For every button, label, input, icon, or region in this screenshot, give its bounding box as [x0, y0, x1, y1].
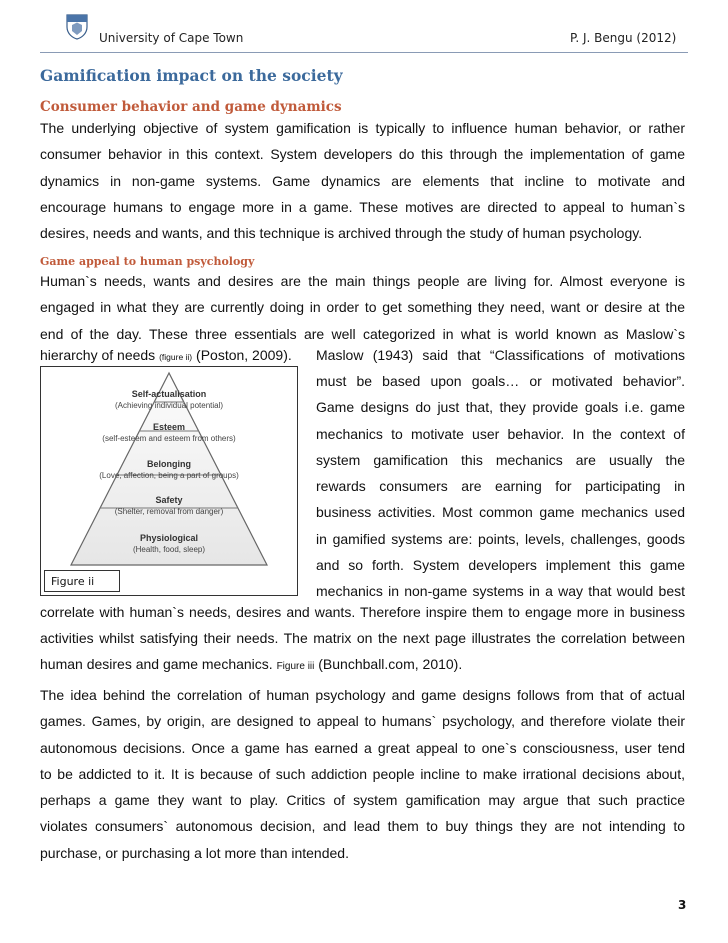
text-line: to be addicted to it. It is because of such addiction people incline to make irrational decisions about,: [40, 765, 685, 782]
figure-caption: Figure ii: [44, 570, 120, 592]
level-name: Belonging: [147, 459, 191, 469]
text-line: perhaps a game they want to play. Critics of system gamification may argue that such practice: [40, 792, 685, 809]
pyramid-diagram: [41, 367, 297, 595]
text-line: Game designs do just that, they provide goals i.e. game: [316, 399, 685, 416]
matrix-reference-line: [40, 656, 462, 672]
level-description: (self-esteem and esteem from others): [102, 434, 236, 443]
paragraph-correlation: [40, 599, 685, 652]
page-header: [0, 0, 728, 60]
level-description: (Health, food, sleep): [132, 545, 206, 554]
level-description: (Achieving individual potential): [114, 401, 224, 410]
figure-reference: Figure iii: [276, 661, 315, 672]
paragraph-consumer-behavior: [40, 115, 685, 246]
text-line: must be based upon goals… or motivated behavior”.: [316, 373, 685, 389]
header-institution: University of Cape Town: [99, 31, 244, 45]
section-heading-game-appeal: Game appeal to human psychology: [40, 255, 255, 268]
maslow-quote-line: [316, 342, 685, 368]
text-line: The idea behind the correlation of human psychology and game designs follows from that of actual: [40, 687, 685, 703]
header-divider: [40, 52, 688, 53]
text-line: Maslow (1943) said that “Classifications of motivations: [316, 347, 685, 363]
level-name: Esteem: [152, 422, 186, 432]
page-number: 3: [678, 898, 687, 912]
text-line: and so forth. System developers implement this game: [316, 557, 685, 574]
figure-reference: (figure ii): [159, 352, 193, 362]
text-line: dynamics in non-game systems. Game dynamics are elements that incline to motivate and: [40, 172, 685, 189]
text-line: desires, needs and wants, and this technique is archived through the study of human psychology.: [40, 225, 643, 242]
text-line: system gamification this mechanics are usually the: [316, 451, 685, 468]
text-line: games. Games, by origin, are designed to appeal to humans` psychology, and therefore violate their: [40, 713, 685, 730]
text-line: correlate with human`s needs, desires and wants. Therefore inspire them to engage more in business: [40, 604, 685, 620]
text-run: hierarchy of needs: [40, 347, 156, 363]
level-name: Safety: [155, 495, 183, 505]
header-author: P. J. Bengu (2012): [570, 31, 677, 45]
text-line: violates consumers` autonomous decision, and lead them to buy things they are not intending to: [40, 818, 685, 835]
university-crest-icon: [66, 14, 88, 40]
text-line: consumer behavior in this context. System developers do this through the implementation of game: [40, 146, 685, 163]
text-line: Human`s needs, wants and desires are the main things people are living for. Almost everyone is: [40, 273, 685, 289]
hierarchy-line: [40, 347, 292, 363]
text-line: activities whilst satisfying their needs. The matrix on the next page illustrates the correlation between: [40, 630, 685, 647]
section-heading-consumer-behavior: Consumer behavior and game dynamics: [40, 99, 342, 115]
text-run: human desires and game mechanics.: [40, 656, 273, 672]
text-line: purchase, or purchasing a lot more than intended.: [40, 844, 349, 861]
level-name: Self-actualisation: [131, 389, 207, 399]
citation: (Poston, 2009).: [196, 347, 292, 363]
text-line: mechanics to motivate user behavior. In the context of: [316, 425, 685, 442]
text-line: end of the day. These three essentials are well categorized in what is world known as Maslow`s: [40, 325, 685, 342]
text-line: in gamified systems are: points, levels, challenges, goods: [316, 530, 685, 547]
text-line: encourage humans to engage more in a game. These motives are directed to appeal to human`s: [40, 198, 685, 215]
text-line: The underlying objective of system gamification is typically to influence human behavior, or rather: [40, 120, 685, 136]
level-name: Physiological: [139, 533, 199, 543]
text-line: autonomous decisions. Once a game has earned a great appeal to one`s consciousness, user tend: [40, 739, 685, 756]
paragraph-game-appeal: [40, 268, 685, 347]
text-line: rewards consumers are earning for participating in: [316, 478, 685, 495]
text-line: business activities. Most common game mechanics used: [316, 504, 685, 521]
text-line: mechanics in non-game systems in a way that would best: [316, 583, 685, 600]
citation: (Bunchball.com, 2010).: [318, 656, 463, 672]
text-line: engaged in what they are currently doing in order to get something they need, want or desire at the: [40, 299, 685, 316]
paragraph-addiction: [40, 682, 685, 866]
level-description: (Shelter, removal from danger): [114, 507, 224, 516]
maslow-pyramid-figure: [40, 366, 298, 596]
right-column-text: [316, 368, 685, 605]
level-description: (Love, affection, being a part of groups): [99, 471, 239, 480]
page-title: Gamification impact on the society: [40, 66, 343, 85]
